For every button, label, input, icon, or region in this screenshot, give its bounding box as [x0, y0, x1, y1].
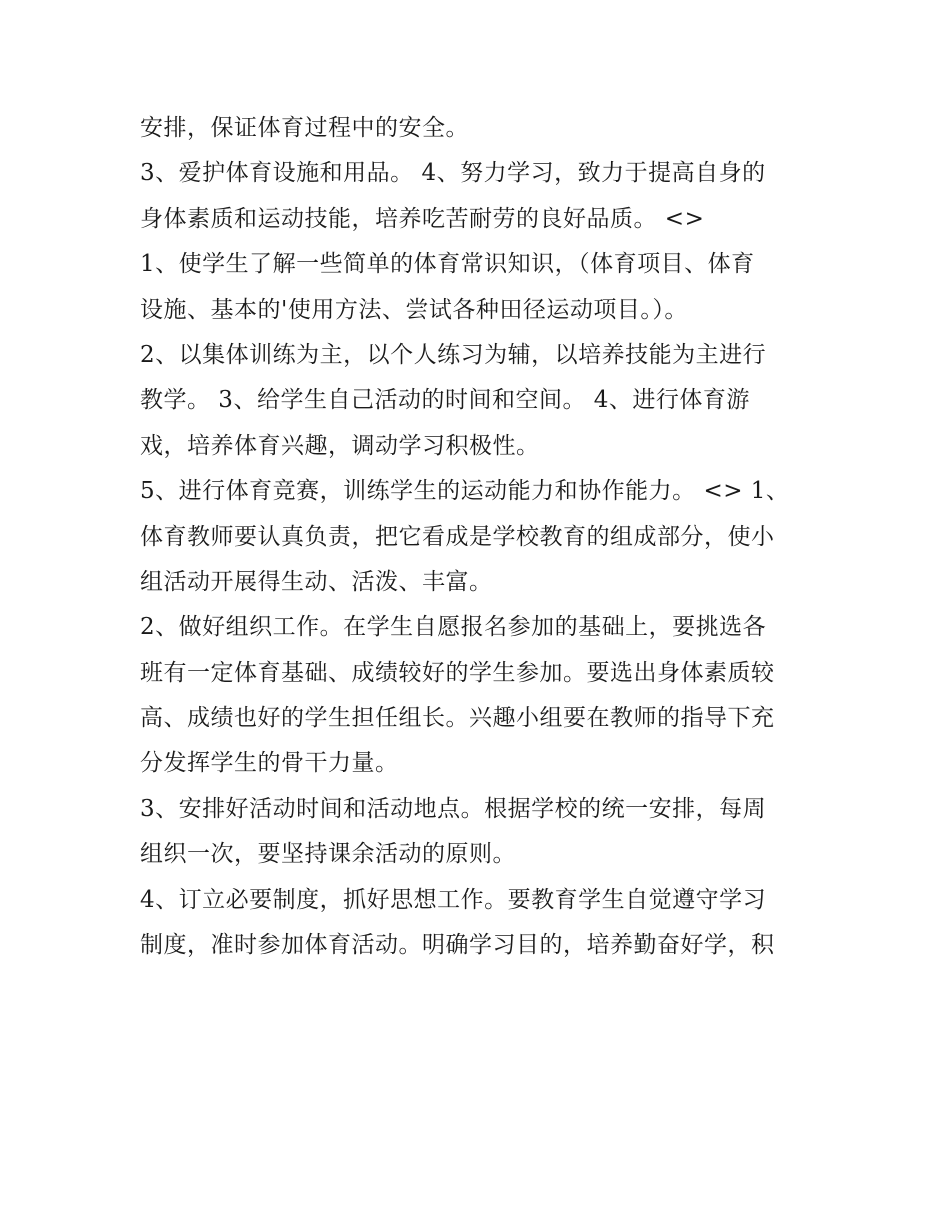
text-line: 班有一定体育基础、成绩较好的学生参加。要选出身体素质较 — [140, 659, 775, 686]
text-line: 设施、基本的'使用方法、尝试各种田径运动项目。）。 — [140, 296, 688, 323]
text-line: 体育教师要认真负责，把它看成是学校教育的组成部分，使小 — [140, 523, 775, 550]
text-line: 3、爱护体育设施和用品。 4、努力学习，致力于提高自身的 — [140, 160, 766, 187]
text-line: 组织一次，要坚持课余活动的原则。 — [140, 841, 516, 868]
text-line: 2、做好组织工作。在学生自愿报名参加的基础上，要挑选各 — [140, 614, 767, 641]
text-line: 教学。 3、给学生自己活动的时间和空间。 4、进行体育游 — [140, 387, 750, 414]
text-line: 身体素质和运动技能，培养吃苦耐劳的良好品质。 <> — [140, 205, 705, 232]
text-line: 制度，准时参加体育活动。明确学习目的，培养勤奋好学，积 — [140, 932, 775, 959]
text-line: 组活动开展得生动、活泼、丰富。 — [140, 568, 493, 595]
text-line: 高、成绩也好的学生担任组长。兴趣小组要在教师的指导下充 — [140, 705, 775, 732]
text-line: 分发挥学生的骨干力量。 — [140, 750, 399, 777]
text-line: 戏，培养体育兴趣，调动学习积极性。 — [140, 432, 540, 459]
document-body — [140, 106, 820, 968]
text-line: 1、使学生了解一些简单的体育常识知识，（体育项目、体育 — [140, 251, 755, 278]
text-line: 4、订立必要制度，抓好思想工作。要教育学生自觉遵守学习 — [140, 886, 767, 913]
text-line: 2、以集体训练为主，以个人练习为辅，以培养技能为主进行 — [140, 341, 767, 368]
text-line: 3、安排好活动时间和活动地点。根据学校的统一安排，每周 — [140, 795, 767, 822]
text-line: 安排，保证体育过程中的安全。 — [140, 115, 469, 141]
text-line: 5、进行体育竞赛，训练学生的运动能力和协作能力。 <> 1、 — [140, 478, 790, 505]
